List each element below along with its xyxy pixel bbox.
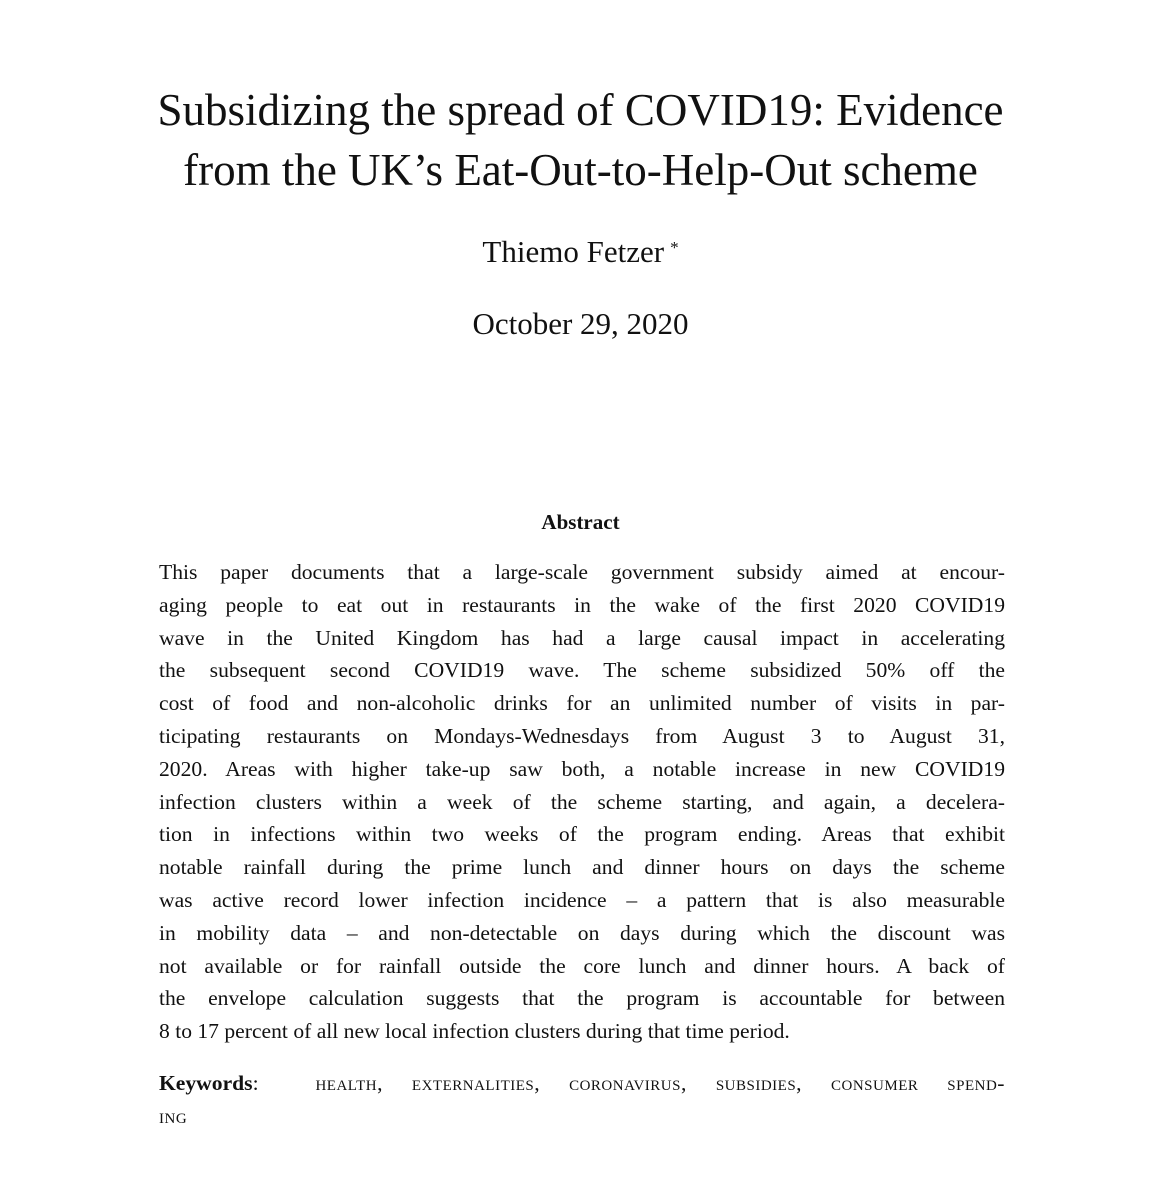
author-footnote-mark: * bbox=[670, 238, 679, 257]
abstract-line: not available or for rainfall outside the core lunch and dinner hours. A back of bbox=[159, 953, 1005, 978]
abstract-line: tion in infections within two weeks of the program ending. Areas that exhibit bbox=[159, 822, 1005, 847]
abstract-line: This paper documents that a large-scale government subsidy aimed at encour- bbox=[159, 560, 1005, 584]
keywords bbox=[159, 1067, 1005, 1133]
abstract-body bbox=[159, 556, 1005, 1048]
keywords-line-2: ing bbox=[159, 1103, 188, 1128]
abstract-line: the envelope calculation suggests that the program is accountable for between bbox=[159, 986, 1005, 1011]
title-line-2: from the UK’s Eat-Out-to-Help-Out scheme bbox=[183, 145, 978, 195]
author-name: Thiemo Fetzer bbox=[482, 234, 665, 269]
abstract-line: was active record lower infection incidence – a pattern that is also measurable bbox=[159, 887, 1005, 912]
abstract-line: ticipating restaurants on Mondays-Wednesdays from August 3 to August 31, bbox=[159, 723, 1005, 748]
abstract-line: the subsequent second COVID19 wave. The scheme subsidized 50% off the bbox=[159, 658, 1005, 683]
abstract-line: cost of food and non-alcoholic drinks for an unlimited number of visits in par- bbox=[159, 691, 1005, 716]
abstract-line: notable rainfall during the prime lunch and dinner hours on days the scheme bbox=[159, 855, 1005, 880]
date: October 29, 2020 bbox=[472, 306, 689, 341]
keywords-list: health, externalities, coronavirus, subsidies, consumer spend- bbox=[315, 1071, 1006, 1095]
abstract-line: infection clusters within a week of the scheme starting, and again, a decelera- bbox=[159, 789, 1005, 814]
abstract-line: 2020. Areas with higher take-up saw both, a notable increase in new COVID19 bbox=[159, 756, 1005, 781]
abstract-line: wave in the United Kingdom has had a large causal impact in accelerating bbox=[159, 625, 1005, 650]
abstract-heading: Abstract bbox=[541, 510, 620, 534]
keywords-line-1: Keywords: health, externalities, coronavirus, subsidies, consumer spend- bbox=[159, 1071, 1006, 1095]
keywords-label: Keywords bbox=[159, 1071, 253, 1095]
abstract-line: 8 to 17 percent of all new local infection clusters during that time period. bbox=[159, 1019, 790, 1044]
abstract-line: aging people to eat out in restaurants in the wake of the first 2020 COVID19 bbox=[159, 592, 1005, 617]
title-line-1: Subsidizing the spread of COVID19: Evidence bbox=[157, 85, 1004, 135]
abstract-line: in mobility data – and non-detectable on days during which the discount was bbox=[159, 920, 1005, 945]
author bbox=[0, 232, 1161, 272]
paper-title bbox=[0, 80, 1161, 200]
